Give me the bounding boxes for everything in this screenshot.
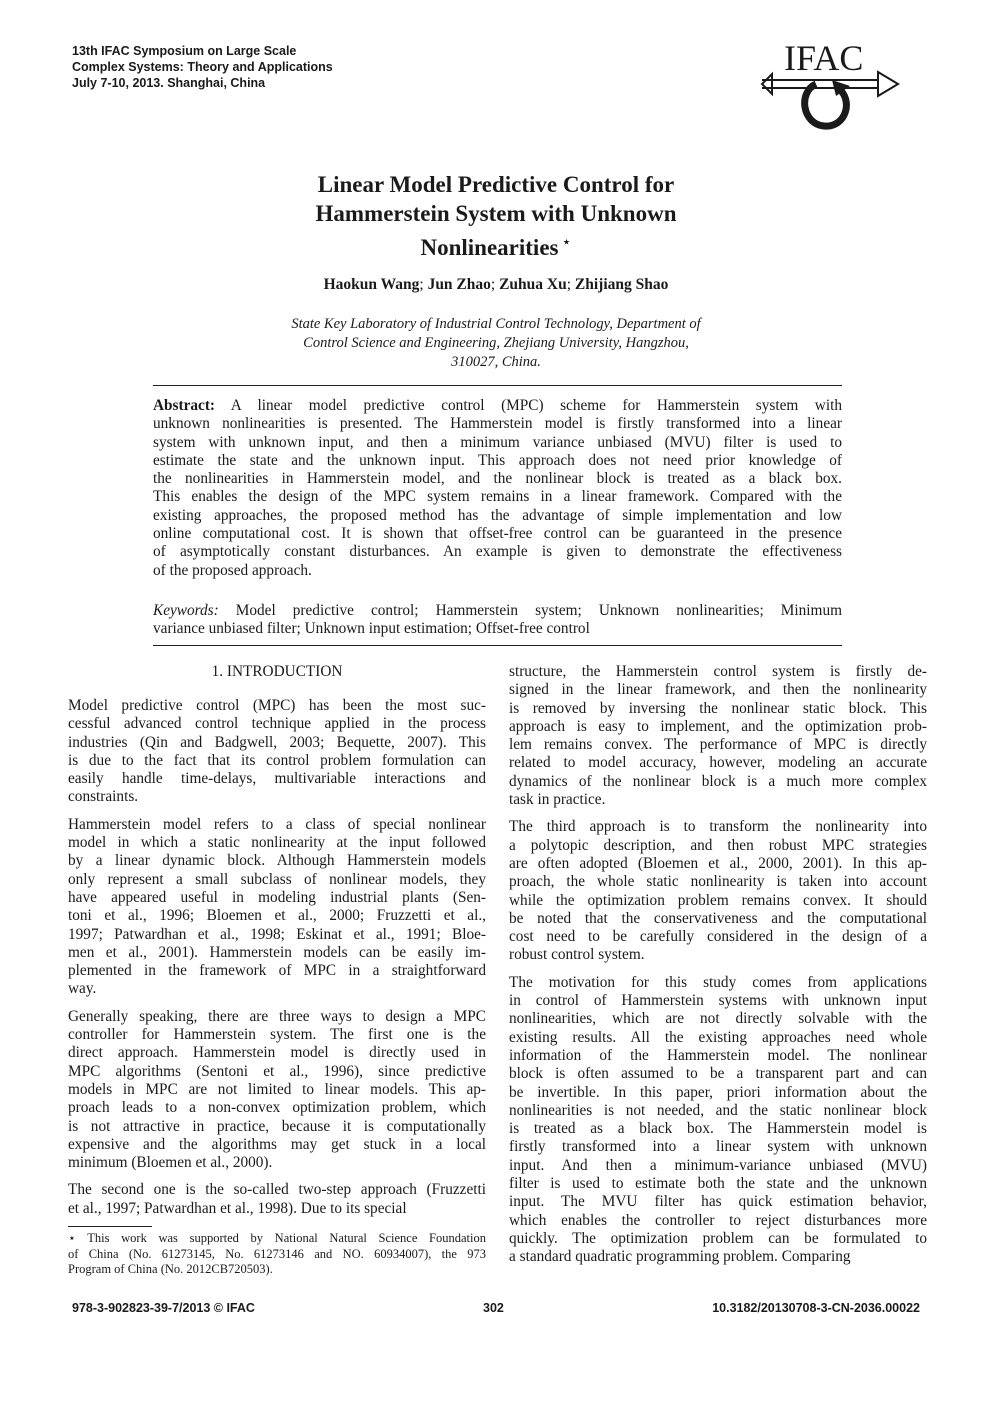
text-line: dynamics of the nonlinear block is a much more complex (509, 772, 927, 790)
text-line: filter is used to estimate both the state and the unknown (509, 1175, 927, 1193)
footnote (68, 1231, 486, 1278)
abstract (153, 397, 842, 580)
text-line: is not attractive in practice, because it is computationally (68, 1117, 486, 1135)
abstract-line: online computational cost. It is shown that offset-free control can be guaranteed in the presence (153, 525, 842, 543)
text-line: 1997; Patwardhan et al., 1998; Eskinat et al., 1991; Bloe- (68, 925, 486, 943)
footer-doi: 10.3182/20130708-3-CN-2036.00022 (712, 1301, 920, 1315)
title-line: Hammerstein System with Unknown (315, 201, 677, 226)
text-line: proach leads to a non-convex optimization problem, which (68, 1099, 486, 1117)
paper-title (150, 170, 842, 262)
text-line: input. The MVU filter has quick estimation behavior, (509, 1193, 927, 1211)
paragraph (509, 818, 927, 964)
text-line: in control of Hammerstein systems with unknown input (509, 992, 927, 1010)
abstract-top-rule (153, 385, 842, 386)
text-line: by a linear dynamic block. Although Hammerstein models (68, 852, 486, 870)
title-line: Linear Model Predictive Control for (317, 172, 675, 197)
text-line: while the optimization problem remains convex. It should (509, 891, 927, 909)
keywords-line: Model predictive control; Hammerstein system; Unknown nonlinearities; Minimum (235, 602, 843, 619)
right-column-body (509, 663, 927, 1267)
conference-info (72, 43, 333, 91)
text-line: is removed by inversing the nonlinear static block. This (509, 699, 927, 717)
text-line: quickly. The optimization problem can be formulated to (509, 1229, 927, 1247)
ifac-logo (758, 36, 900, 132)
text-line: cost need to be carefully considered in the design of a (509, 928, 927, 946)
keywords-bottom-rule (153, 645, 842, 646)
affiliation-line: 310027, China. (451, 354, 541, 370)
text-line: be invertible. In this paper, priori information about the (509, 1083, 927, 1101)
paragraph (68, 1181, 486, 1218)
author-name: Haokun Wang (323, 276, 420, 293)
text-line: The second one is the so-called two-step approach (Fruzzetti (68, 1181, 486, 1199)
keywords-label: Keywords: (153, 602, 219, 619)
footnote-line: ⋆ This work was supported by National Natural Science Foundation (68, 1231, 486, 1245)
text-line: a polytopic description, and then robust MPC strategies (509, 836, 927, 854)
author-name: Jun Zhao (427, 276, 491, 293)
paragraph (509, 663, 927, 809)
page-number: 302 (483, 1301, 504, 1315)
text-line: is treated as a black box. The Hammerstein model is (509, 1120, 927, 1138)
author-list (150, 276, 842, 294)
text-line: robust control system. (509, 946, 645, 964)
text-line: men et al., 2001). Hammerstein models can be easily im- (68, 943, 486, 961)
text-line: Model predictive control (MPC) has been the most suc- (68, 697, 486, 714)
text-line: structure, the Hammerstein control system is firstly de- (509, 663, 927, 680)
author-name: Zuhua Xu (499, 276, 567, 293)
conference-line: July 7-10, 2013. Shanghai, China (72, 76, 266, 90)
text-line: nonlinearities is not needed, and the static nonlinear block (509, 1101, 927, 1119)
text-line: MPC algorithms (Sentoni et al., 1996), since predictive (68, 1062, 486, 1080)
abstract-line: the nonlinearities in Hammerstein model, and the nonlinear block is treated as a black box. (153, 470, 842, 488)
text-line: The third approach is to transform the nonlinearity into (509, 818, 927, 836)
footnote-rule (68, 1226, 152, 1227)
text-line: constraints. (68, 788, 139, 806)
text-line: models in MPC are not limited to linear models. This ap- (68, 1080, 486, 1098)
author-name: Zhijiang Shao (574, 276, 669, 293)
abstract-label: Abstract: (153, 397, 216, 414)
text-line: way. (68, 980, 97, 998)
conference-line: 13th IFAC Symposium on Large Scale (72, 44, 297, 58)
abstract-line: unknown nonlinearities is presented. The Hammerstein model is firstly transformed into a linear (153, 415, 842, 433)
abstract-line: of asymptotically constant disturbances. An example is given to demonstrate the effectiveness (153, 543, 842, 561)
text-line: signed in the linear framework, and then the nonlinearity (509, 681, 927, 699)
text-line: related to model accuracy, however, modeling an accurate (509, 754, 927, 772)
abstract-line: system with unknown input, and then a minimum variance unbiased (MVU) filter is used to (153, 433, 842, 451)
paragraph (68, 697, 486, 807)
text-line: approach is easy to implement, and the optimization prob- (509, 717, 927, 735)
text-line: are often adopted (Bloemen et al., 2000, 2001). In this ap- (509, 854, 927, 872)
text-line: controller for Hammerstein system. The first one is the (68, 1026, 486, 1044)
text-line: a standard quadratic programming problem. Comparing (509, 1248, 851, 1266)
logo-text: IFAC (784, 38, 864, 78)
paragraph (68, 1008, 486, 1173)
title-footnote-mark: ⋆ (561, 234, 572, 251)
footer-isbn: 978-3-902823-39-7/2013 © IFAC (72, 1301, 255, 1315)
abstract-line: of the proposed approach. (153, 561, 312, 579)
text-line: model in which a static nonlinearity at the input followed (68, 834, 486, 852)
abstract-first-line (153, 397, 842, 415)
text-line: Generally speaking, there are three ways to design a MPC (68, 1007, 486, 1025)
author-separator: ; (419, 276, 424, 293)
keywords-line: variance unbiased filter; Unknown input estimation; Offset-free control (153, 620, 590, 638)
text-line: easily handle time-delays, multivariable interactions and (68, 770, 486, 788)
affiliation-line: Control Science and Engineering, Zhejiang University, Hangzhou, (303, 335, 689, 351)
paragraph (68, 816, 486, 999)
text-line: industries (Qin and Badgwell, 2003; Bequette, 2007). This (68, 733, 486, 751)
footnote-line: of China (No. 61273145, No. 61273146 and NO. 60934007), the 973 (68, 1246, 486, 1261)
text-line: which enables the controller to reject disturbances more (509, 1211, 927, 1229)
keywords-first-line (153, 602, 842, 620)
text-line: cessful advanced control technique applied in the process (68, 715, 486, 733)
author-separator: ; (490, 276, 496, 293)
conference-line: Complex Systems: Theory and Applications (72, 60, 333, 74)
text-line: have appeared useful in modeling industrial plants (Sen- (68, 888, 486, 906)
paragraph (509, 974, 927, 1267)
abstract-line: estimate the state and the unknown input. This approach does not need prior knowledge of (153, 451, 842, 469)
affiliation-line: State Key Laboratory of Industrial Control Technology, Department of (291, 316, 701, 332)
text-line: firstly transformed into a linear system with unknown (509, 1138, 927, 1156)
affiliation (150, 315, 842, 372)
footnote-line: Program of China (No. 2012CB720503). (68, 1262, 273, 1277)
text-line: be noted that the conservativeness and the computational (509, 909, 927, 927)
title-line-3 (150, 228, 842, 262)
right-column (509, 663, 927, 1276)
text-line: direct approach. Hammerstein model is directly used in (68, 1044, 486, 1062)
abstract-line: A linear model predictive control (MPC) scheme for Hammerstein system with (230, 397, 842, 414)
ifac-logo-icon (758, 36, 900, 132)
text-line: toni et al., 1996; Bloemen et al., 2000; Fruzzetti et al., (68, 907, 486, 925)
text-line: block is often assumed to be a transparent part and can (509, 1065, 927, 1083)
keywords (153, 602, 842, 639)
text-line: input. And then a minimum-variance unbiased (MVU) (509, 1156, 927, 1174)
text-line: The motivation for this study comes from applications (509, 973, 927, 991)
section-heading: 1. INTRODUCTION (211, 663, 343, 680)
left-column (68, 661, 486, 1227)
text-line: information of the Hammerstein model. The nonlinear (509, 1046, 927, 1064)
text-line: only represent a small subclass of nonlinear models, they (68, 870, 486, 888)
text-line: lem remains convex. The performance of MPC is directly (509, 736, 927, 754)
text-line: is due to the fact that its control problem formulation can (68, 751, 486, 769)
title-line: Nonlinearities (420, 235, 559, 260)
text-line: expensive and the algorithms may get stuck in a local (68, 1135, 486, 1153)
abstract-line: This enables the design of the MPC system remains in a linear framework. Compared with the (153, 488, 842, 506)
text-line: nonlinearities, which are not directly solvable with the (509, 1010, 927, 1028)
text-line: existing results. All the existing approaches need whole (509, 1028, 927, 1046)
text-line: task in practice. (509, 791, 606, 809)
left-column-body (68, 697, 486, 1218)
text-line: proach, the whole static nonlinearity is taken into account (509, 873, 927, 891)
abstract-line: existing approaches, the proposed method has the advantage of simple implementation and low (153, 506, 842, 524)
author-separator: ; (566, 276, 572, 293)
text-line: minimum (Bloemen et al., 2000). (68, 1154, 273, 1172)
text-line: plemented in the framework of MPC in a straightforward (68, 962, 486, 980)
text-line: Hammerstein model refers to a class of special nonlinear (68, 815, 486, 833)
text-line: et al., 1997; Patwardhan et al., 1998). Due to its special (68, 1199, 407, 1217)
